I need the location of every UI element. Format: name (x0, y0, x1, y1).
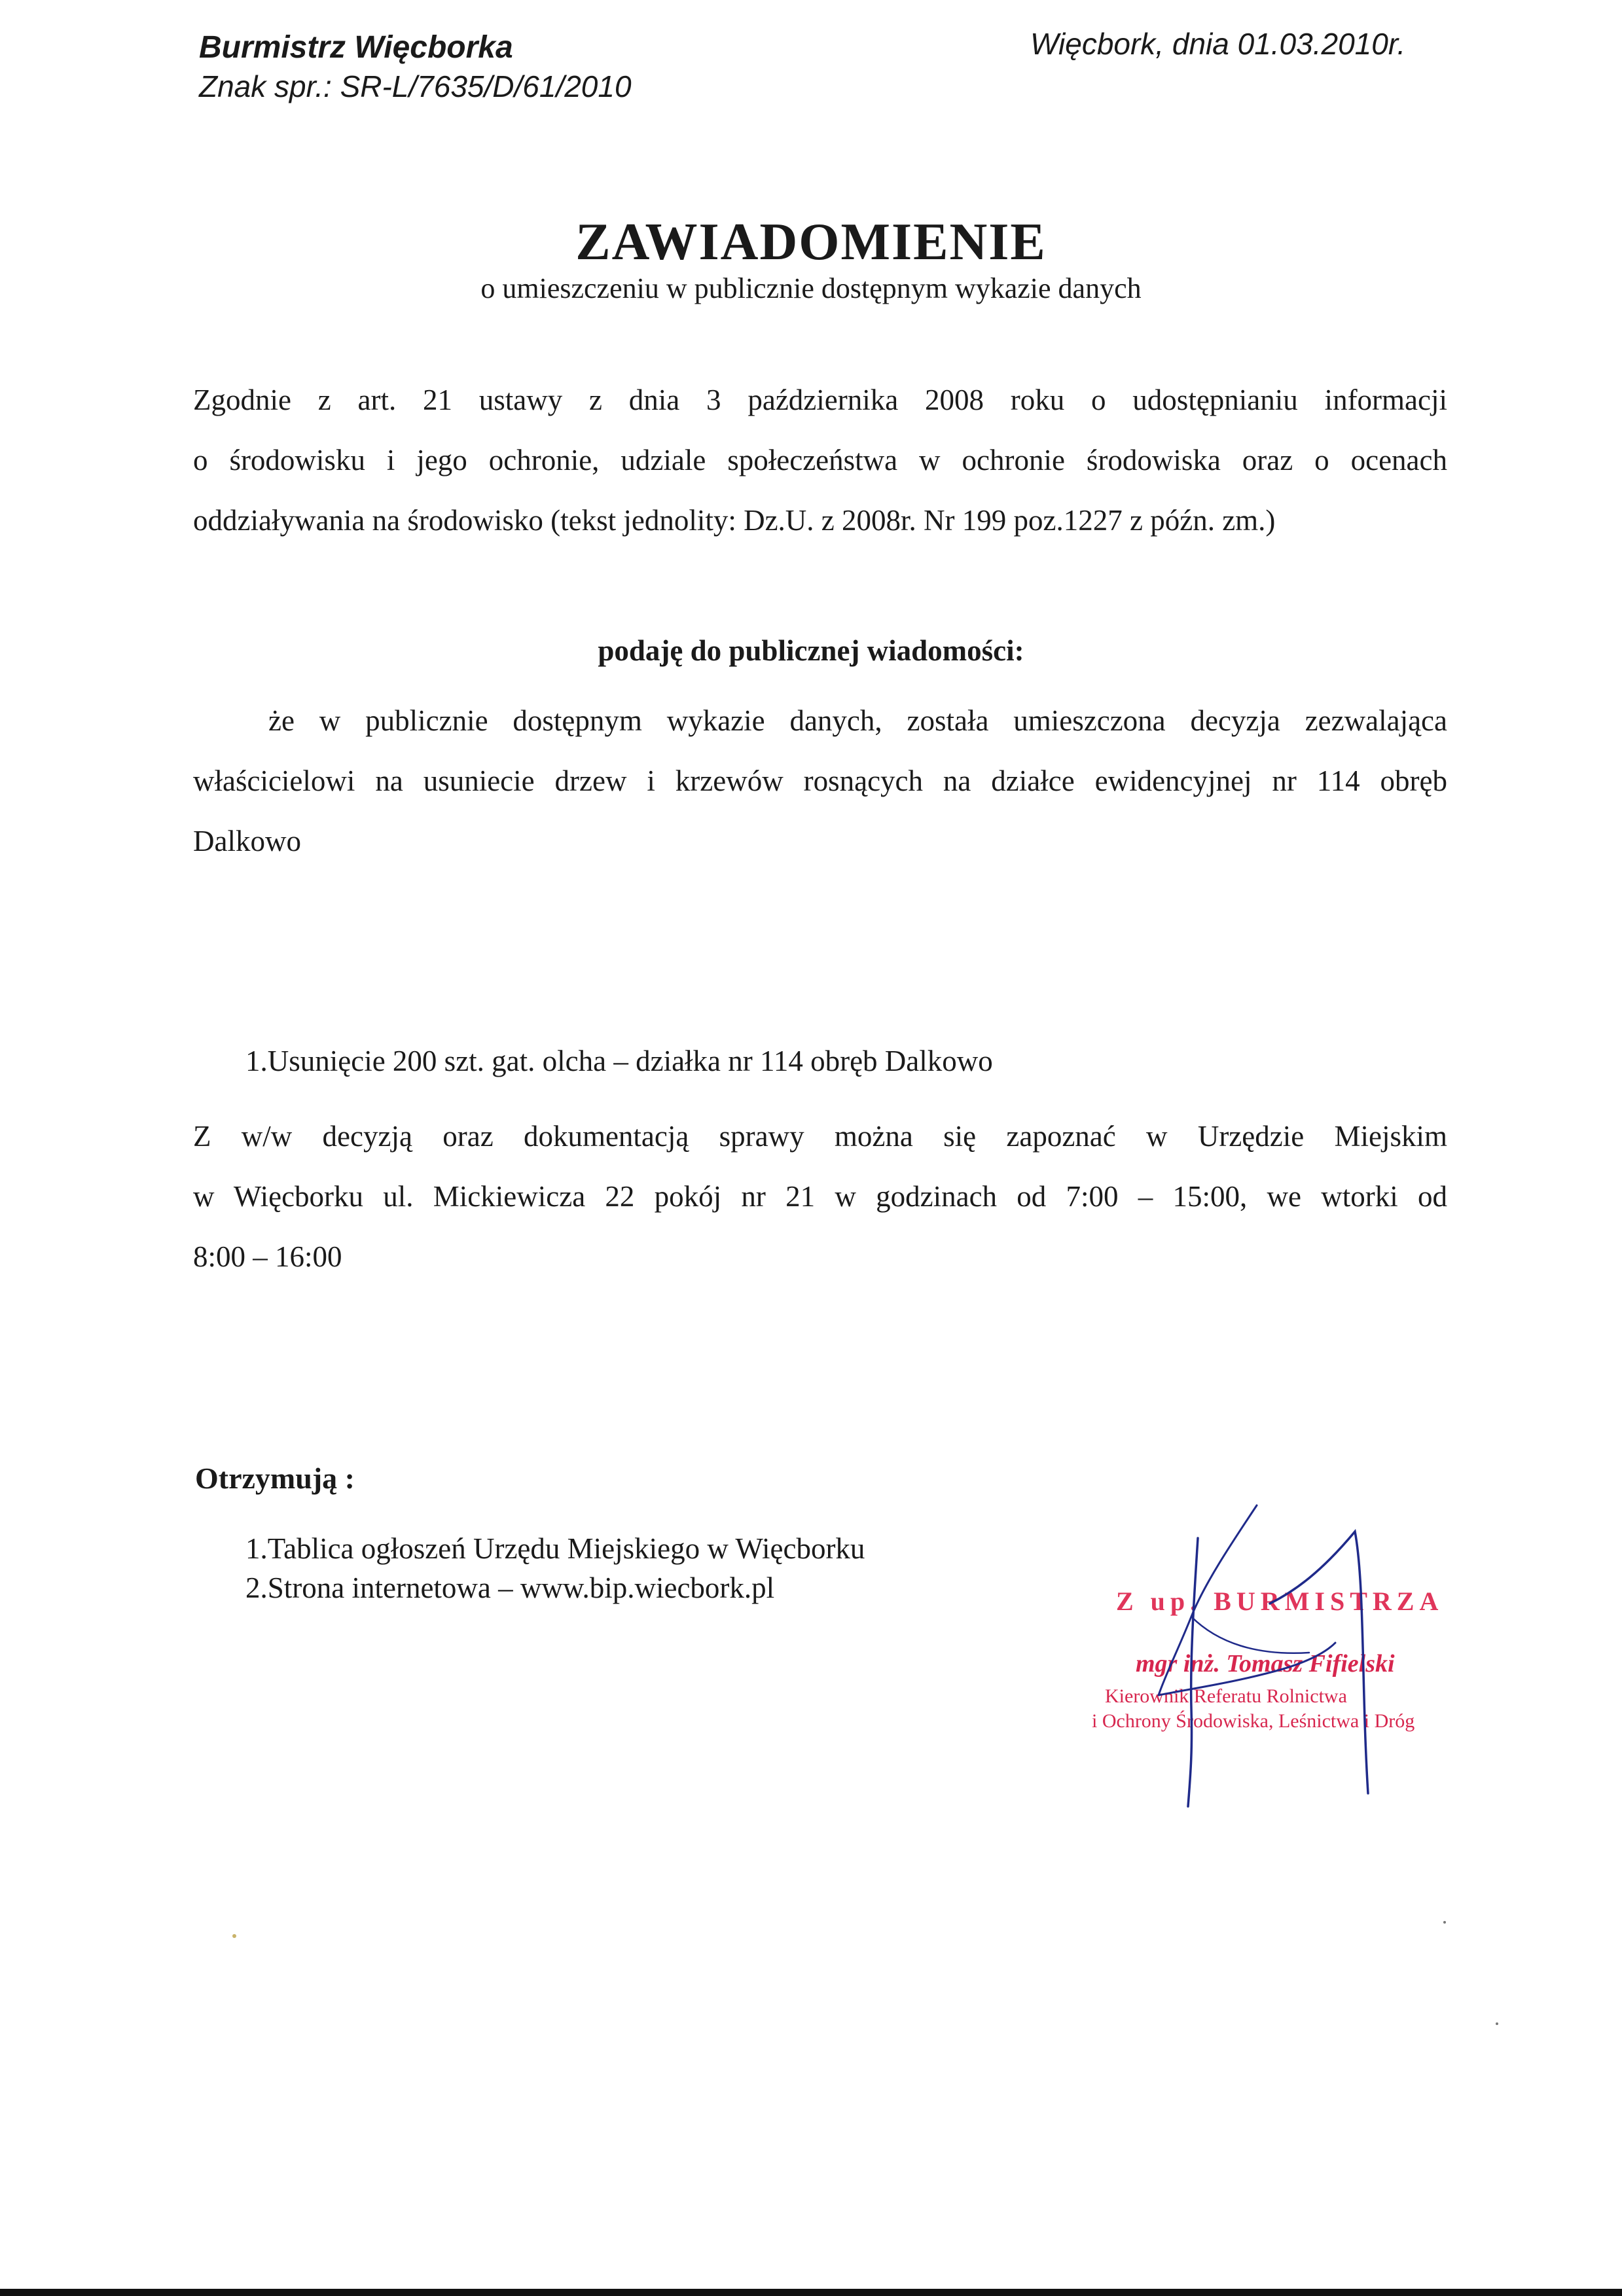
information-line: w Więcborku ul. Mickiewicza 22 pokój nr 21 w godzinach od 7:00 – 15:00, we wtorki od (193, 1180, 1447, 1213)
scan-speck (1443, 1921, 1446, 1924)
decision-line: właścicielowi na usuniecie drzew i krzewów rosnących na działce ewidencyjnej nr 114 obręb (193, 764, 1447, 797)
legal-basis-line: oddziaływania na środowisko (tekst jednolity: Dz.U. z 2008r. Nr 199 poz.1227 z późn. zm.) (193, 504, 1276, 537)
information-line: 8:00 – 16:00 (193, 1240, 342, 1273)
recipient-number: 1. (245, 1532, 268, 1565)
document-title: ZAWIADOMIENIE (575, 213, 1047, 271)
legal-basis-paragraph (193, 370, 1447, 550)
scan-speck (232, 1934, 236, 1938)
stamp-official-name: mgr inż. Tomasz Fifielski (1136, 1650, 1395, 1677)
document-subtitle: o umieszczeniu w publicznie dostępnym wykazie danych (480, 272, 1142, 304)
list-item (245, 1044, 993, 1078)
decision-paragraph (193, 691, 1447, 871)
decision-line: że w publicznie dostępnym wykazie danych, została umieszczona decyzja zezwalająca (268, 704, 1447, 737)
recipient-item (245, 1532, 865, 1566)
recipient-text: Tablica ogłoszeń Urzędu Miejskiego w Więcborku (267, 1532, 865, 1565)
information-paragraph (193, 1106, 1447, 1287)
recipient-number: 2. (245, 1571, 268, 1604)
stamp-authority: Z up. BURMISTRZA (1116, 1587, 1444, 1616)
list-item-text: Usunięcie 200 szt. gat. olcha – działka nr 114 obręb Dalkowo (267, 1045, 993, 1077)
announcement-heading: podaję do publicznej wiadomości: (598, 634, 1024, 667)
scan-edge-rule (0, 2289, 1622, 2296)
case-reference: Znak spr.: SR-L/7635/D/61/2010 (199, 69, 632, 103)
stamp-department: i Ochrony Środowiska, Leśnictwa i Dróg (1092, 1710, 1415, 1732)
place-and-date: Więcbork, dnia 01.03.2010r. (1030, 27, 1406, 61)
scan-speck (1496, 2022, 1498, 2025)
handwritten-signature (1113, 1492, 1479, 1833)
recipient-item (245, 1571, 774, 1605)
stamp-position: Kierownik Referatu Rolnictwa (1105, 1685, 1347, 1707)
legal-basis-line: Zgodnie z art. 21 ustawy z dnia 3 października 2008 roku o udostępnianiu informacji (193, 384, 1447, 416)
decision-line: Dalkowo (193, 825, 301, 857)
legal-basis-line: o środowisku i jego ochronie, udziale społeczeństwa w ochronie środowiska oraz o ocenach (193, 444, 1447, 476)
recipients-title: Otrzymują : (195, 1462, 355, 1495)
information-line: Z w/w decyzją oraz dokumentacją sprawy można się zapoznać w Urzędzie Miejskim (193, 1120, 1447, 1153)
list-item-number: 1. (245, 1045, 268, 1077)
issuer-name: Burmistrz Więcborka (199, 30, 513, 65)
recipient-text: Strona internetowa – www.bip.wiecbork.pl (267, 1571, 775, 1604)
